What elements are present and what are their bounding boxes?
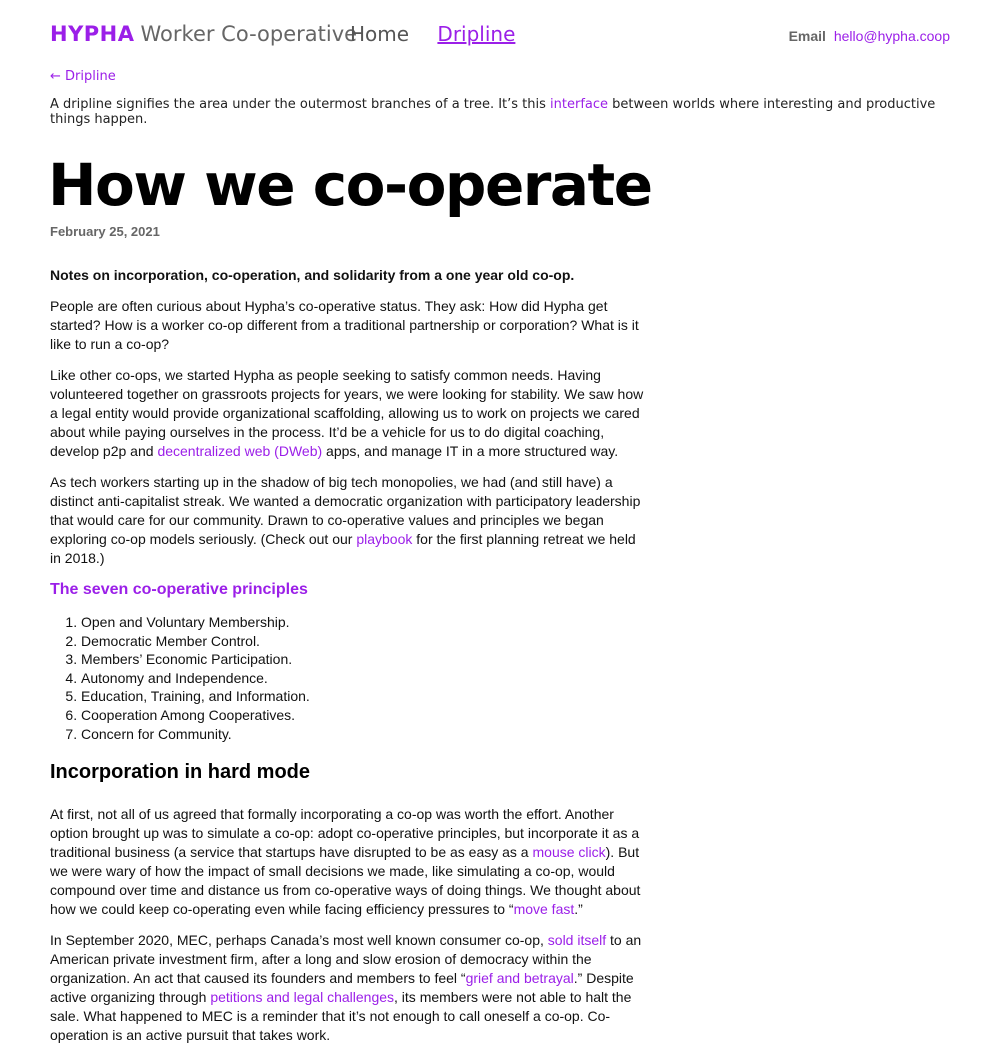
paragraph-5-text-end: , its members were not able to halt the sale. What happened to MEC is a reminder that it’s not enough to call oneself a co-op. Co-operation is an active pursuit that takes work.	[50, 989, 632, 1044]
paragraph-5-text-3: .” Despite active organizing through	[50, 970, 634, 1006]
paragraph-4-text-end: .”	[574, 901, 583, 918]
paragraph-3	[50, 473, 650, 568]
list-item: 5. Education, Training, and Information.	[81, 687, 650, 706]
move-fast-link[interactable]: move fast	[513, 901, 575, 918]
list-item: 6. Cooperation Among Cooperatives.	[81, 706, 650, 725]
paragraph-4-text-mid: ). But we were wary of how the impact of small decisions we made, like simulating a co-op, would compound over time and distance us from co-operative ways of doing things. We thought about how we could keep co-operating even while facing efficiency pressures to “	[50, 844, 641, 918]
interface-link[interactable]: interface	[550, 97, 609, 112]
page-title: How we co-operate	[48, 151, 652, 219]
principles-heading-link[interactable]: The seven co-operative principles	[50, 581, 308, 598]
site-header	[50, 22, 950, 52]
list-item: 2. Democratic Member Control.	[81, 632, 650, 651]
list-item: 7. Concern for Community.	[81, 725, 650, 744]
intro-text-after: between worlds where interesting and productive things happen.	[50, 97, 936, 127]
paragraph-5-text-2: to an American private investment firm, after a long and slow erosion of democracy within the organization. An act that caused its founders and members to feel “	[50, 932, 642, 987]
paragraph-4	[50, 805, 650, 919]
email-link[interactable]: hello@hypha.coop	[833, 28, 950, 44]
sold-itself-link[interactable]: sold itself	[547, 932, 607, 949]
section-heading-incorporation: Incorporation in hard mode	[50, 761, 311, 784]
principles-list	[50, 613, 650, 743]
paragraph-3-text: As tech workers starting up in the shadow of big tech monopolies, we had (and still have) a distinct anti-capitalist streak. We wanted a democratic organization with participatory leadership that would care for our community. Drawn to co-operative values and principles we began exploring co-op models seriously. (Check out our	[50, 474, 641, 547]
list-item: 4. Autonomy and Independence.	[81, 669, 650, 688]
list-item: 1. Open and Voluntary Membership.	[81, 613, 650, 632]
paragraph-1: People are often curious about Hypha’s co-operative status. They ask: How did Hypha get started? How is a worker co-op different from a traditional partnership or corporation? What is it like to run a co-op?	[50, 298, 639, 352]
back-to-dripline-link[interactable]: ← Dripline	[50, 69, 116, 84]
intro-text-before: A dripline signifies the area under the outermost branches of a tree. It’s this	[50, 97, 551, 112]
publish-date: February 25, 2021	[50, 224, 160, 239]
dripline-intro	[50, 97, 950, 127]
main-nav	[350, 22, 537, 46]
brand-tagline[interactable]: Worker Co-operative	[140, 22, 358, 46]
list-item: 3. Members’ Economic Participation.	[81, 650, 650, 669]
playbook-link[interactable]: playbook	[356, 531, 413, 547]
paragraph-2	[50, 366, 650, 461]
paragraph-4-text: At first, not all of us agreed that formally incorporating a co-op was worth the effort. Another option brought up was to simulate a co-op: adopt co-operative principles, but incorporate it as a traditional business (a service that startups have disrupted to be as easy as a	[50, 806, 640, 861]
email-label: Email	[788, 28, 826, 44]
paragraph-5	[50, 931, 650, 1045]
mouse-click-link[interactable]: mouse click	[532, 844, 606, 861]
petitions-link[interactable]: petitions and legal challenges	[210, 989, 395, 1006]
paragraph-5-text: In September 2020, MEC, perhaps Canada’s most well known consumer co-op,	[50, 932, 548, 949]
grief-and-betrayal-link[interactable]: grief and betrayal	[465, 970, 574, 987]
article-subtitle: Notes on incorporation, co-operation, and solidarity from a one year old co-op.	[50, 267, 575, 283]
dweb-link[interactable]: decentralized web (DWeb)	[157, 443, 323, 459]
site-logo[interactable]	[50, 22, 357, 47]
contact-info	[789, 28, 950, 44]
nav-dripline-link[interactable]: Dripline	[437, 22, 516, 46]
article-body	[50, 266, 650, 1057]
brand-name[interactable]: HYPHA	[50, 22, 135, 46]
nav-home-link[interactable]: Home	[350, 22, 410, 46]
paragraph-3-text-end: for the first planning retreat we held in 2018.)	[50, 531, 636, 566]
paragraph-2-text-end: apps, and manage IT in a more structured way.	[322, 443, 619, 459]
paragraph-2-text: Like other co-ops, we started Hypha as people seeking to satisfy common needs. Having volunteered together on grassroots projects for years, we were looking for stability. We saw how a legal entity would provide organizational scaffolding, allowing us to work on projects we cared about while paying ourselves in the process. It’d be a vehicle for us to do digital coaching, develop p2p and	[50, 367, 644, 459]
